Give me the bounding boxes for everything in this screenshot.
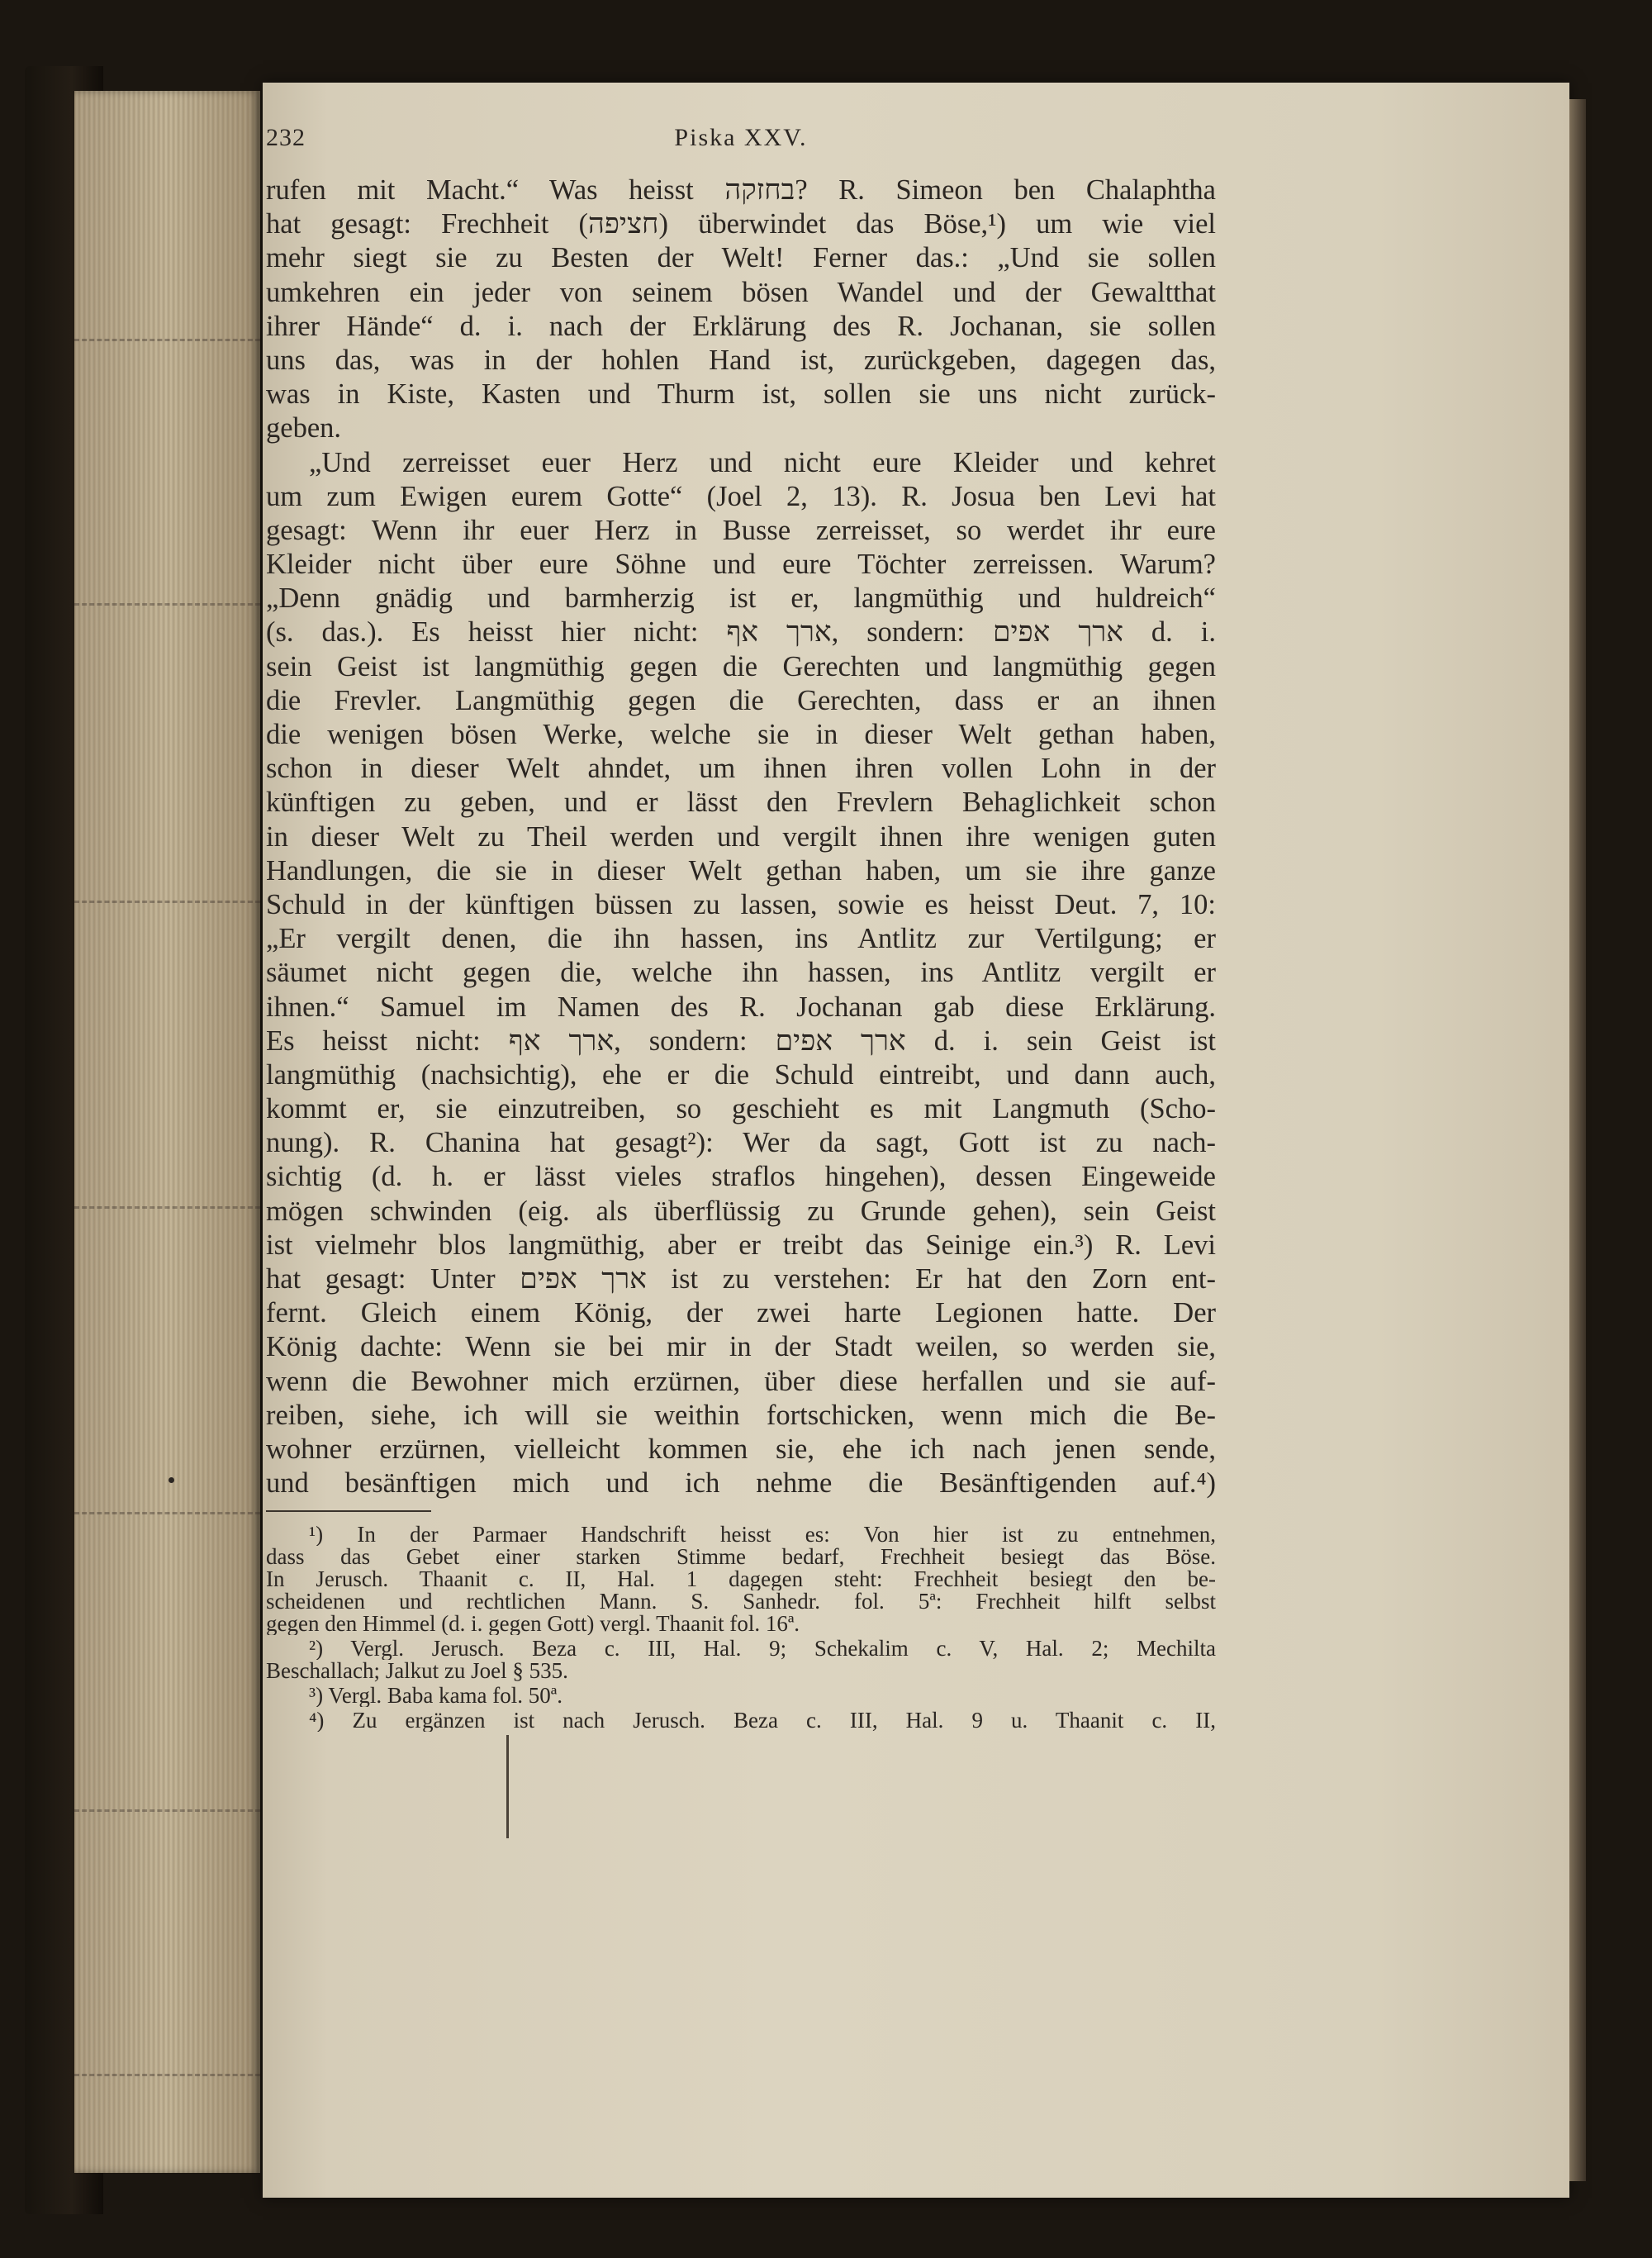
footnotes xyxy=(266,1524,1216,1732)
text-line: mehr siegt sie zu Besten der Welt! Ferner das.: „Und sie sollen xyxy=(266,242,1216,274)
text-line: was in Kiste, Kasten und Thurm ist, sollen sie uns nicht zurück- xyxy=(266,378,1216,411)
text-line: gesagt: Wenn ihr euer Herz in Busse zerreisset, so werdet ihr eure xyxy=(266,514,1216,546)
text-line: rufen mit Macht.“ Was heisst בחזקה? R. Simeon ben Chalaphtha xyxy=(266,174,1216,206)
text-line: mögen schwinden (eig. als überflüssig zu Grunde gehen), sein Geist xyxy=(266,1195,1216,1227)
text-line: die Frevler. Langmüthig gegen die Gerechten, dass er an ihnen xyxy=(266,684,1216,716)
footnote-line: ³) Vergl. Baba kama fol. 50ª. xyxy=(309,1685,563,1708)
text-line: in dieser Welt zu Theil werden und vergilt ihnen ihre wenigen guten xyxy=(266,820,1216,853)
text-line: um zum Ewigen eurem Gotte“ (Joel 2, 13). R. Josua ben Levi hat xyxy=(266,480,1216,512)
page-text xyxy=(266,124,1216,1732)
text-line: sichtig (d. h. er lässt vieles straflos hingehen), dessen Eingeweide xyxy=(266,1161,1216,1193)
running-head-title: Piska XXV. xyxy=(674,124,808,151)
text-line: umkehren ein jeder von seinem bösen Wandel und der Gewaltthat xyxy=(266,276,1216,308)
ink-speck xyxy=(169,1477,174,1483)
footnote-line: Beschallach; Jalkut zu Joel § 535. xyxy=(266,1660,568,1683)
text-line: geben. xyxy=(266,412,342,444)
pencil-margin-mark xyxy=(506,1735,509,1838)
text-line: langmüthig (nachsichtig), ehe er die Schuld eintreibt, und dann auch, xyxy=(266,1058,1216,1091)
text-line: sein Geist ist langmüthig gegen die Gerechten und langmüthig gegen xyxy=(266,650,1216,682)
text-line: Kleider nicht über eure Söhne und eure Töchter zerreissen. Warum? xyxy=(266,549,1216,581)
text-line: fernt. Gleich einem König, der zwei harte Legionen hatte. Der xyxy=(266,1297,1216,1329)
footnote-line: scheidenen und rechtlichen Mann. S. Sanhedr. fol. 5ª: Frechheit hilft selbst xyxy=(266,1590,1216,1614)
text-line: reiben, siehe, ich will sie weithin fortschicken, wenn mich die Be- xyxy=(266,1399,1216,1431)
text-line: Schuld in der künftigen büssen zu lassen, sowie es heisst Deut. 7, 10: xyxy=(266,888,1216,920)
text-line: wohner erzürnen, vielleicht kommen sie, ehe ich nach jenen sende, xyxy=(266,1433,1216,1465)
text-line: ist vielmehr blos langmüthig, aber er treibt das Seinige ein.³) R. Levi xyxy=(266,1229,1216,1261)
text-line: König dachte: Wenn sie bei mir in der Stadt weilen, so werden sie, xyxy=(266,1331,1216,1363)
text-line: kommt er, sie einzutreiben, so geschieht es mit Langmuth (Scho- xyxy=(266,1093,1216,1125)
footnote-line: ²) Vergl. Jerusch. Beza c. III, Hal. 9; Schekalim c. V, Hal. 2; Mechilta xyxy=(309,1638,1216,1661)
text-line: ihnen.“ Samuel im Namen des R. Jochanan gab diese Erklärung. xyxy=(266,991,1216,1023)
text-line: künftigen zu geben, und er lässt den Frevlern Behaglichkeit schon xyxy=(266,787,1216,819)
text-line: „Denn gnädig und barmherzig ist er, langmüthig und huldreich“ xyxy=(266,582,1216,615)
text-line: schon in dieser Welt ahndet, um ihnen ihren vollen Lohn in der xyxy=(266,753,1216,785)
text-line: „Und zerreisset euer Herz und nicht eure Kleider und kehret xyxy=(309,446,1216,478)
footnote-separator xyxy=(266,1510,431,1512)
text-line: die wenigen bösen Werke, welche sie in dieser Welt gethan haben, xyxy=(266,719,1216,750)
text-line: hat gesagt: Unter ארך אפים ist zu verstehen: Er hat den Zorn ent- xyxy=(266,1263,1216,1295)
text-line: und besänftigen mich und ich nehme die Besänftigenden auf.⁴) xyxy=(266,1467,1216,1500)
page-edges xyxy=(74,91,260,2173)
text-line: (s. das.). Es heisst hier nicht: ארך אף, sondern: ארך אפים d. i. xyxy=(266,616,1216,649)
text-line: Es heisst nicht: ארך אף, sondern: ארך אפים d. i. sein Geist ist xyxy=(266,1024,1216,1057)
footnote-line: In Jerusch. Thaanit c. II, Hal. 1 dagegen steht: Frechheit besiegt den be- xyxy=(266,1568,1216,1591)
footnote-line: ¹) In der Parmaer Handschrift heisst es: Von hier ist zu entnehmen, xyxy=(309,1524,1216,1547)
body-text xyxy=(266,174,1216,1500)
footnote-line: gegen den Himmel (d. i. gegen Gott) vergl. Thaanit fol. 16ª. xyxy=(266,1613,800,1636)
facing-page-edge xyxy=(1569,99,1586,2181)
footnote-line: ⁴) Zu ergänzen ist nach Jerusch. Beza c. III, Hal. 9 u. Thaanit c. II, xyxy=(309,1709,1216,1733)
text-line: ihrer Hände“ d. i. nach der Erklärung des R. Jochanan, sie sollen xyxy=(266,310,1216,342)
text-line: hat gesagt: Frechheit (חציפה) überwindet das Böse,¹) um wie viel xyxy=(266,208,1216,240)
text-line: wenn die Bewohner mich erzürnen, über diese herfallen und sie auf- xyxy=(266,1365,1216,1397)
text-line: „Er vergilt denen, die ihn hassen, ins Antlitz zur Vertilgung; er xyxy=(266,923,1216,955)
running-head xyxy=(266,124,1216,157)
text-line: Handlungen, die sie in dieser Welt gethan haben, um sie ihre ganze xyxy=(266,854,1216,887)
page-number: 232 xyxy=(266,124,306,151)
text-line: uns das, was in der hohlen Hand ist, zurückgeben, dagegen das, xyxy=(266,344,1216,376)
footnote-line: dass das Gebet einer starken Stimme bedarf, Frechheit besiegt das Böse. xyxy=(266,1546,1216,1569)
text-line: säumet nicht gegen die, welche ihn hassen, ins Antlitz vergilt er xyxy=(266,957,1216,989)
text-line: nung). R. Chanina hat gesagt²): Wer da sagt, Gott ist zu nach- xyxy=(266,1127,1216,1159)
